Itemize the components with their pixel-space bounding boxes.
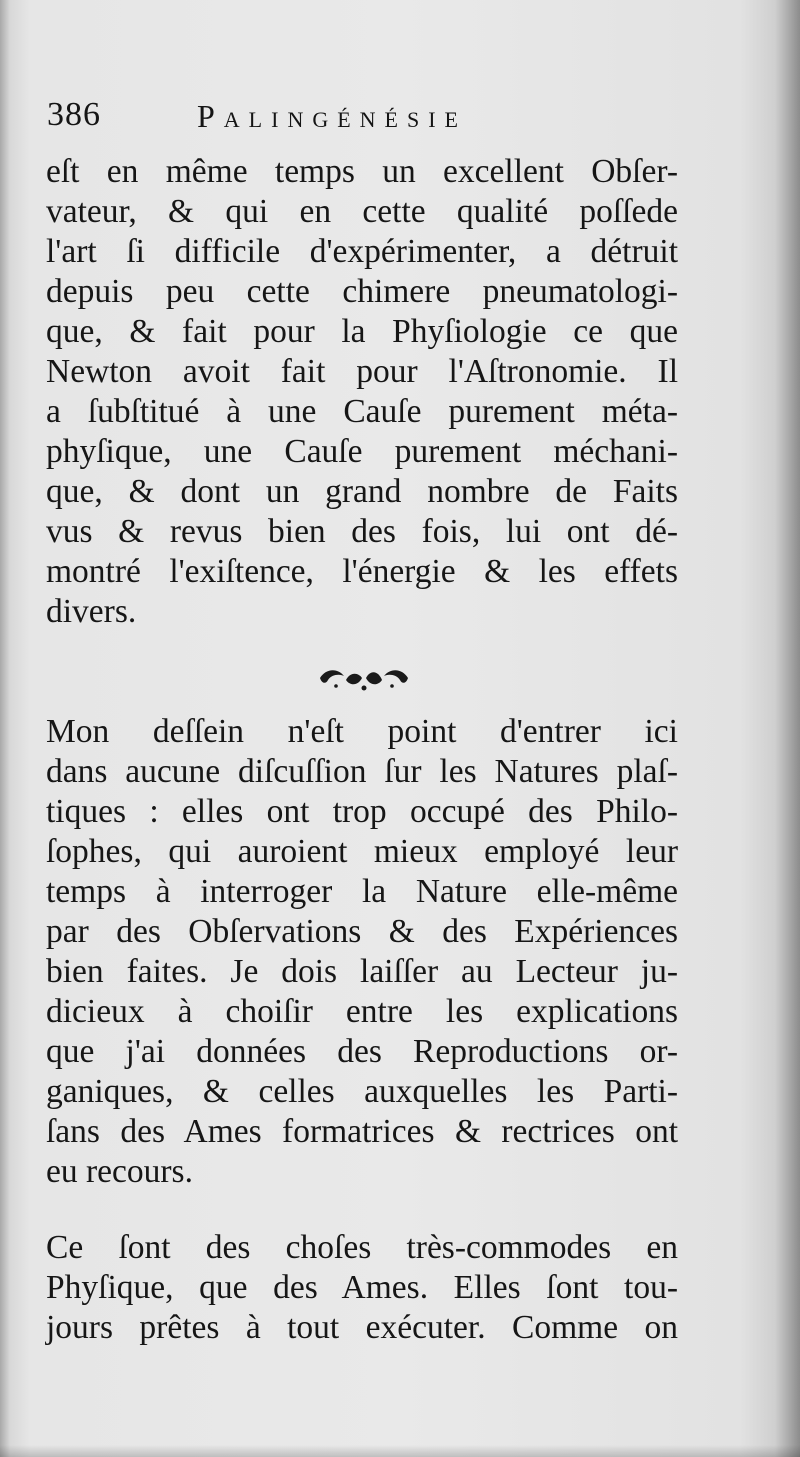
text-line: par des Obſervations & des Expériences — [46, 913, 678, 950]
text-line: montré l'exiſtence, l'énergie & les effets — [46, 553, 678, 590]
text-line: ſophes, qui auroient mieux employé leur — [46, 833, 678, 870]
text-line: ſans des Ames formatrices & rectrices ont — [46, 1113, 678, 1150]
fleuron-icon — [316, 664, 412, 692]
page-shadow — [0, 1445, 800, 1457]
paragraph-3 — [46, 1228, 678, 1348]
text-line: temps à interroger la Nature elle-même — [46, 873, 678, 910]
text-line: a ſubſtitué à une Cauſe purement méta- — [46, 393, 678, 430]
text-line: bien faites. Je dois laiſſer au Lecteur ju- — [46, 953, 678, 990]
text-line: dans aucune diſcuſſion ſur les Natures plaſ- — [46, 753, 678, 790]
text-line: que, & dont un grand nombre de Faits — [46, 473, 678, 510]
text-line: vus & revus bien des fois, lui ont dé- — [46, 513, 678, 550]
paragraph-2 — [46, 712, 678, 1192]
text-line: Phyſique, que des Ames. Elles ſont tou- — [46, 1269, 678, 1306]
paragraph-1 — [46, 152, 678, 632]
text-line: Newton avoit fait pour l'Aſtronomie. Il — [46, 353, 678, 390]
text-line: dicieux à choiſir entre les explications — [46, 993, 678, 1030]
text-line: que j'ai données des Reproductions or- — [46, 1033, 678, 1070]
text-line: phyſique, une Cauſe purement méchani- — [46, 433, 678, 470]
text-line: tiques : elles ont trop occupé des Philo- — [46, 793, 678, 830]
text-line: divers. — [46, 593, 137, 630]
text-line: ganiques, & celles auxquelles les Parti- — [46, 1073, 678, 1110]
text-line: jours prêtes à tout exécuter. Comme on — [46, 1309, 678, 1346]
text-line: l'art ſi difficile d'expérimenter, a détruit — [46, 233, 678, 270]
text-line: que, & fait pour la Phyſiologie ce que — [46, 313, 678, 350]
text-line: vateur, & qui en cette qualité poſſede — [46, 193, 678, 230]
text-line: Mon deſſein n'eſt point d'entrer ici — [46, 713, 678, 750]
running-title: Palingénésie — [197, 98, 467, 134]
text-line: eſt en même temps un excellent Obſer- — [46, 153, 678, 190]
text-line: eu recours. — [46, 1153, 193, 1190]
text-line: Ce ſont des choſes très-commodes en — [46, 1229, 678, 1266]
page-header — [47, 96, 747, 146]
text-line: depuis peu cette chimere pneumatologi- — [46, 273, 678, 310]
page-number: 386 — [47, 96, 101, 133]
